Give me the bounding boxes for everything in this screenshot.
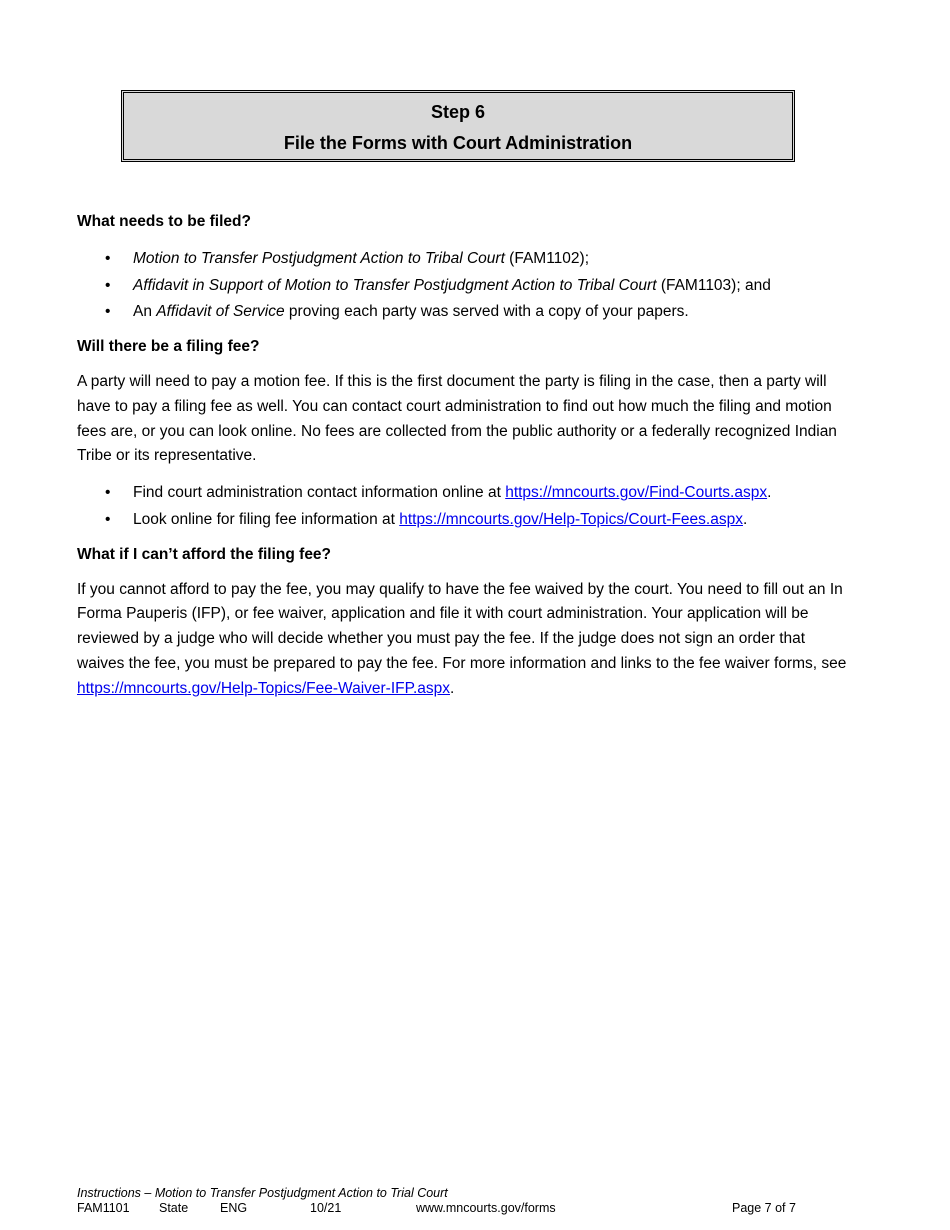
footer-form-code: FAM1101 — [77, 1201, 130, 1215]
footer-doc-title: Instructions – Motion to Transfer Postjudgment Action to Trial Court — [77, 1186, 448, 1200]
footer-meta-row — [77, 1201, 837, 1216]
list-item — [77, 247, 847, 272]
paragraph-text: If you cannot afford to pay the fee, you may qualify to have the fee waived by the court. You need to fill out an In Forma Pauperis (IFP), or fee waiver, application and file it with court administration. Your application will be reviewed by a judge who will decide whether you must pay the fee. If the judge does not sign an order that waives the fee, you must be prepared to pay the fee. For more information and links to the fee waiver forms, see — [77, 580, 847, 672]
form-name: Motion to Transfer Postjudgment Action to Tribal Court — [133, 249, 505, 267]
step-number: Step 6 — [430, 102, 486, 122]
step-title: File the Forms with Court Administration — [283, 133, 633, 153]
footer-jurisdiction: State — [159, 1201, 189, 1215]
form-name: Affidavit in Support of Motion to Transfer Postjudgment Action to Tribal Court — [133, 276, 657, 294]
bullet: • — [105, 276, 111, 294]
item-text: Find court administration contact information online at — [133, 484, 506, 502]
fee-links-list — [77, 481, 847, 533]
heading-filing-fee: Will there be a filing fee? — [77, 338, 260, 356]
punctuation: . — [767, 484, 772, 502]
form-name: Affidavit of Service — [156, 303, 285, 321]
fee-waiver-link[interactable]: https://mncourts.gov/Help-Topics/Fee-Waiver-IFP.aspx — [77, 679, 450, 697]
document-body — [77, 210, 847, 702]
bullet: • — [105, 484, 111, 502]
footer-date: 10/21 — [310, 1201, 342, 1215]
filing-fee-paragraph: A party will need to pay a motion fee. If this is the first document the party is filing in the case, then a party will have to pay a filing fee as well. You can contact court administration to find out how much the filing and motion fees are, or you can look online. No fees are collected from the public authority or a federally recognized Indian Tribe or its representative. — [77, 372, 837, 465]
heading-what-filed: What needs to be filed? — [77, 213, 251, 230]
punctuation: . — [450, 679, 455, 697]
bullet: • — [105, 303, 111, 321]
list-item — [77, 274, 847, 299]
forms-list — [77, 247, 847, 325]
item-text: proving each party was served with a copy of your papers. — [284, 303, 689, 321]
find-courts-link[interactable]: https://mncourts.gov/Find-Courts.aspx — [505, 484, 768, 502]
form-code: (FAM1103); and — [656, 276, 771, 294]
item-prefix: An — [133, 303, 157, 321]
page-footer — [77, 1186, 837, 1216]
step-header-box — [121, 90, 795, 162]
bullet: • — [105, 510, 111, 528]
heading-cant-afford: What if I can’t afford the filing fee? — [77, 545, 332, 563]
footer-website: www.mncourts.gov/forms — [416, 1201, 556, 1215]
list-item — [77, 508, 847, 533]
item-text: Look online for filing fee information at — [133, 510, 400, 528]
fee-waiver-paragraph — [77, 578, 847, 702]
form-code: (FAM1102); — [504, 249, 590, 267]
court-fees-link[interactable]: https://mncourts.gov/Help-Topics/Court-Fees.aspx — [399, 510, 743, 528]
footer-language: ENG — [220, 1201, 248, 1215]
list-item — [77, 481, 847, 506]
list-item — [77, 300, 847, 325]
bullet: • — [105, 249, 111, 267]
footer-page-number: Page 7 of 7 — [732, 1201, 796, 1215]
punctuation: . — [742, 510, 748, 528]
